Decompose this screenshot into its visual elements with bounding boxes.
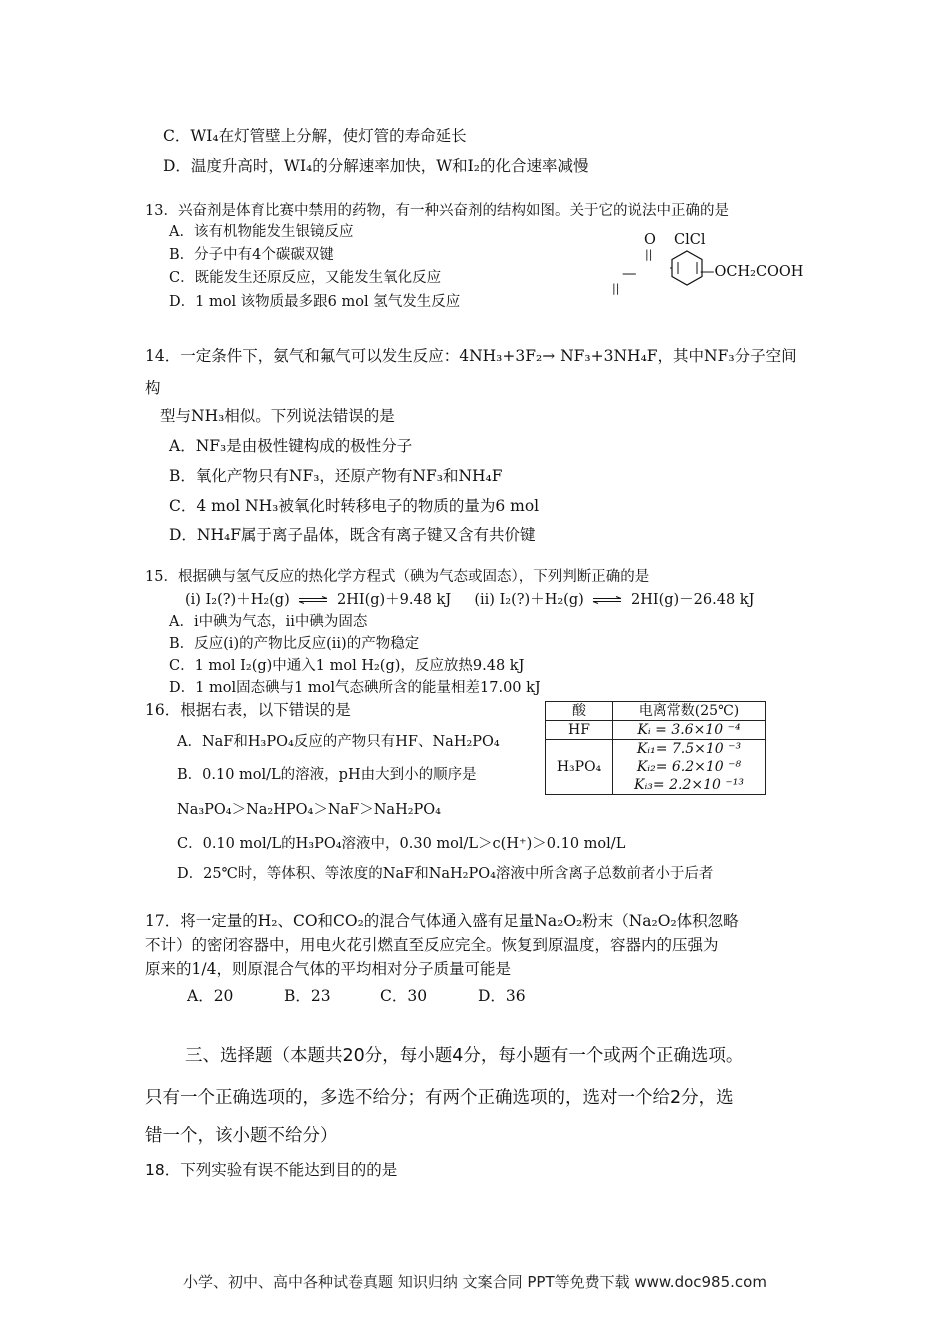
q16-option-a: A．NaF和H₃PO₄反应的产物只有HF、NaH₂PO₄ bbox=[177, 734, 500, 750]
table-cell-k1: Kᵢ₁= 7.5×10 ⁻³ bbox=[636, 741, 742, 757]
q13-stem: 13．兴奋剂是体育比赛中禁用的药物，有一种兴奋剂的结构如图。关于它的说法中正确的是 bbox=[145, 203, 729, 219]
structure-dash: — bbox=[622, 266, 637, 282]
section3-heading-line1: 三、选择题（本题共20分，每小题4分，每小题有一个或两个正确选项。 bbox=[185, 1046, 744, 1066]
table-row bbox=[546, 740, 766, 795]
structure-oxygen: O bbox=[644, 232, 656, 248]
q16-option-c: C．0.10 mol/L的H₃PO₄溶液中，0.30 mol/L＞c(H⁺)＞0.10 mol/L bbox=[177, 836, 626, 852]
q15-option-b: B．反应(i)的产物比反应(ii)的产物稳定 bbox=[169, 636, 420, 652]
q14-stem-line3: 型与NH₃相似。下列说法错误的是 bbox=[160, 407, 395, 425]
q13-option-b: B．分子中有4个碳碳双键 bbox=[169, 247, 334, 263]
q17-option-a: A．20 bbox=[187, 987, 234, 1005]
q17-option-b: B．23 bbox=[284, 987, 331, 1005]
q15-option-a: A．ⅰ中碘为气态，ⅱ中碘为固态 bbox=[169, 614, 368, 630]
q17-option-c: C．30 bbox=[380, 987, 428, 1005]
q15-eq2-left: (ii) I₂(?)＋H₂(g) bbox=[474, 592, 584, 608]
q16-option-d: D．25℃时，等体积、等浓度的NaF和NaH₂PO₄溶液中所含离子总数前者小于后者 bbox=[177, 866, 714, 882]
table-cell-h3po4-k bbox=[613, 740, 766, 795]
q17-stem-line1: 17．将一定量的H₂、CO和CO₂的混合气体通入盛有足量Na₂O₂粉末（Na₂O₂体积忽略 bbox=[145, 912, 739, 930]
q13-option-d: D．1 mol 该物质最多跟6 mol 氢气发生反应 bbox=[169, 294, 461, 310]
q15-option-d: D．1 mol固态碘与1 mol气态碘所含的能量相差17.00 kJ bbox=[169, 680, 541, 696]
table-cell-hf-k: Kᵢ = 3.6×10 ⁻⁴ bbox=[613, 721, 766, 740]
table-header-acid: 酸 bbox=[546, 702, 613, 721]
q16-option-b-order: Na₃PO₄＞Na₂HPO₄＞NaF＞NaH₂PO₄ bbox=[177, 802, 441, 818]
q14-option-d: D．NH₄F属于离子晶体，既含有离子键又含有共价键 bbox=[169, 526, 536, 544]
q14-stem-line1: 14．一定条件下，氨气和氟气可以发生反应：4NH₃+3F₂→ NF₃+3NH₄F，其中NF₃分子空间 bbox=[145, 347, 797, 365]
q16-option-b: B．0.10 mol/L的溶液，pH由大到小的顺序是 bbox=[177, 767, 477, 783]
equilibrium-arrow-icon bbox=[298, 596, 328, 604]
q13-option-c: C．既能发生还原反应，又能发生氧化反应 bbox=[169, 270, 442, 286]
table-cell-acid-h3po4: H₃PO₄ bbox=[546, 740, 613, 795]
table-header-constant: 电离常数(25℃) bbox=[613, 702, 766, 721]
structure-substituent: —OCH₂COOH bbox=[700, 264, 804, 280]
structure-double-bond: || bbox=[645, 248, 653, 261]
q15-equations bbox=[185, 590, 754, 610]
ionization-constants-table bbox=[545, 701, 766, 795]
q18-stem: 18．下列实验有误不能达到目的的是 bbox=[145, 1161, 398, 1179]
structure-figure bbox=[610, 232, 810, 302]
equilibrium-arrow-icon bbox=[592, 596, 622, 604]
structure-chlorines: ClCl bbox=[674, 232, 706, 248]
q15-eq2-right: 2HI(g)－26.48 kJ bbox=[630, 592, 755, 608]
benzene-ring-icon bbox=[670, 250, 704, 286]
q15-eq1-left: (i) I₂(?)＋H₂(g) bbox=[185, 592, 290, 608]
section3-heading-line3: 错一个，该小题不给分） bbox=[145, 1126, 338, 1146]
q15-eq1-right: 2HI(g)＋9.48 kJ bbox=[336, 592, 452, 608]
q14-option-b: B．氧化产物只有NF₃，还原产物有NF₃和NH₄F bbox=[169, 467, 503, 485]
table-cell-k3: Kᵢ₃= 2.2×10 ⁻¹³ bbox=[634, 777, 744, 793]
q16-stem: 16．根据右表，以下错误的是 bbox=[145, 701, 351, 719]
footer-watermark: 小学、初中、高中各种试卷真题 知识归纳 文案合同 PPT等免费下载 www.doc985.com bbox=[183, 1273, 767, 1291]
table-cell-k2: Kᵢ₂= 6.2×10 ⁻⁸ bbox=[636, 759, 742, 775]
q14-stem-line2: 构 bbox=[145, 379, 161, 397]
q13-option-a: A．该有机物能发生银镜反应 bbox=[169, 224, 354, 240]
q17-stem-line2: 不计）的密闭容器中，用电火花引燃直至反应完全。恢复到原温度，容器内的压强为 bbox=[145, 936, 719, 954]
table-row bbox=[546, 721, 766, 740]
q14-option-c: C．4 mol NH₃被氧化时转移电子的物质的量为6 mol bbox=[169, 497, 540, 515]
q12-option-c: C．WI₄在灯管壁上分解，使灯管的寿命延长 bbox=[163, 127, 467, 145]
q17-stem-line3: 原来的1/4，则原混合气体的平均相对分子质量可能是 bbox=[145, 960, 511, 978]
q15-stem: 15．根据碘与氢气反应的热化学方程式（碘为气态或固态），下列判断正确的是 bbox=[145, 569, 650, 585]
q14-option-a: A．NF₃是由极性键构成的极性分子 bbox=[169, 437, 413, 455]
q17-option-d: D．36 bbox=[478, 987, 526, 1005]
q12-option-d: D．温度升高时，WI₄的分解速率加快，W和I₂的化合速率减慢 bbox=[163, 157, 589, 175]
section3-heading-line2: 只有一个正确选项的，多选不给分；有两个正确选项的，选对一个给2分，选 bbox=[145, 1088, 734, 1108]
q15-option-c: C．1 mol I₂(g)中通入1 mol H₂(g)，反应放热9.48 kJ bbox=[169, 658, 525, 674]
structure-double-bond-lower: || bbox=[612, 282, 620, 295]
table-header-row bbox=[546, 702, 766, 721]
table-cell-acid-hf: HF bbox=[546, 721, 613, 740]
